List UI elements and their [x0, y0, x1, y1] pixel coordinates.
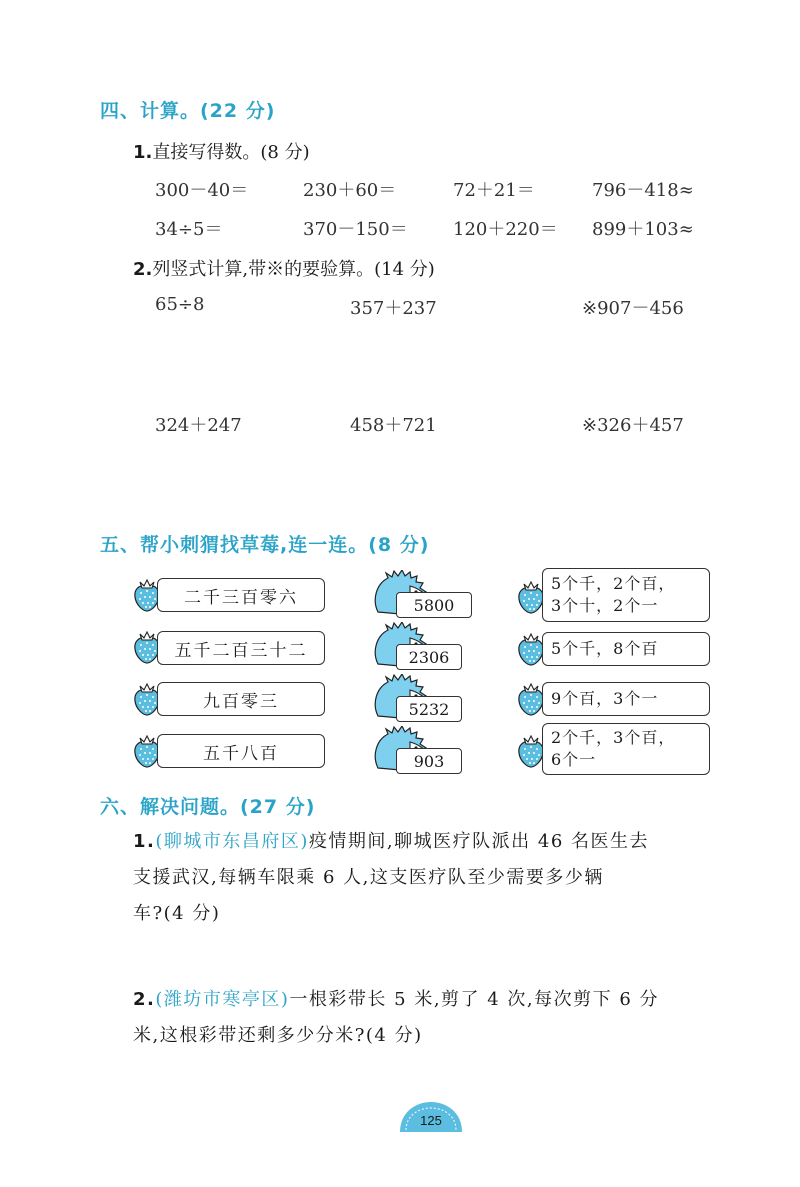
expr: 796－418≈ [592, 180, 694, 201]
expr: 230＋60＝ [303, 180, 397, 201]
chinese-number-box[interactable]: 九百零三 [157, 682, 325, 716]
expr: ※907－456 [582, 298, 684, 319]
problem-1-line: 支援武汉,每辆车限乘 6 人,这支医疗队至少需要多少辆 [133, 867, 604, 888]
page-number: 125 [420, 1113, 442, 1128]
q4-2-title [133, 255, 435, 281]
place-value-box[interactable] [542, 632, 710, 666]
expr: 357＋237 [350, 298, 437, 319]
expr: 120＋220＝ [453, 219, 558, 240]
place-value-box[interactable] [542, 568, 710, 622]
q4-2-number: 2. [133, 259, 153, 280]
problem-2-line: 一根彩带长 5 米,剪了 4 次,每次剪下 6 分 [289, 989, 660, 1010]
place-value-line: 5个千，2个百， [551, 574, 676, 593]
q4-1-text: 直接写得数。(8 分) [152, 142, 310, 163]
problem-1-line: 车?(4 分) [133, 903, 221, 924]
expr: 34÷5＝ [155, 219, 223, 240]
expr: 370－150＝ [303, 219, 408, 240]
q4-1-title [133, 138, 310, 164]
section-5-title: 五、帮小刺猬找草莓,连一连。(8 分) [100, 534, 430, 556]
hedgehog-number[interactable]: 5800 [396, 592, 472, 618]
hedgehog-number[interactable]: 903 [396, 748, 462, 774]
problem-2-line: 米,这根彩带还剩多少分米?(4 分) [133, 1025, 423, 1046]
section-4-title: 四、计算。(22 分) [100, 100, 276, 122]
place-value-line: 6个一 [551, 750, 597, 769]
expr: 899＋103≈ [592, 219, 694, 240]
expr: 72＋21＝ [453, 180, 535, 201]
chinese-number-box[interactable]: 五千二百三十二 [157, 631, 325, 665]
place-value-line: 5个千，8个百 [551, 639, 659, 658]
place-value-box[interactable] [542, 723, 710, 775]
section-6-title: 六、解决问题。(27 分) [100, 796, 316, 818]
q4-2-text: 列竖式计算,带※的要验算。(14 分) [152, 259, 435, 280]
chinese-number-box[interactable]: 五千八百 [157, 734, 325, 768]
expr: ※326＋457 [582, 415, 684, 436]
problem-2-number: 2. [133, 989, 156, 1010]
q4-1-number: 1. [133, 142, 153, 163]
expr: 458＋721 [350, 415, 437, 436]
place-value-line: 9个百，3个一 [551, 689, 659, 708]
problem-1 [133, 824, 753, 932]
expr: 65÷8 [155, 294, 205, 315]
expr: 300－40＝ [155, 180, 249, 201]
chinese-number-box[interactable]: 二千三百零六 [157, 578, 325, 612]
problem-1-number: 1. [133, 831, 156, 852]
hedgehog-number[interactable]: 5232 [396, 696, 462, 722]
problem-1-region: (聊城市东昌府区) [155, 831, 309, 852]
problem-1-line: 疫情期间,聊城医疗队派出 46 名医生去 [308, 831, 649, 852]
place-value-line: 2个千，3个百， [551, 728, 676, 747]
hedgehog-number[interactable]: 2306 [396, 644, 462, 670]
place-value-box[interactable] [542, 682, 710, 716]
problem-2 [133, 982, 753, 1054]
place-value-line: 3个十，2个一 [551, 596, 659, 615]
expr: 324＋247 [155, 415, 242, 436]
problem-2-region: (潍坊市寒亭区) [155, 989, 290, 1010]
